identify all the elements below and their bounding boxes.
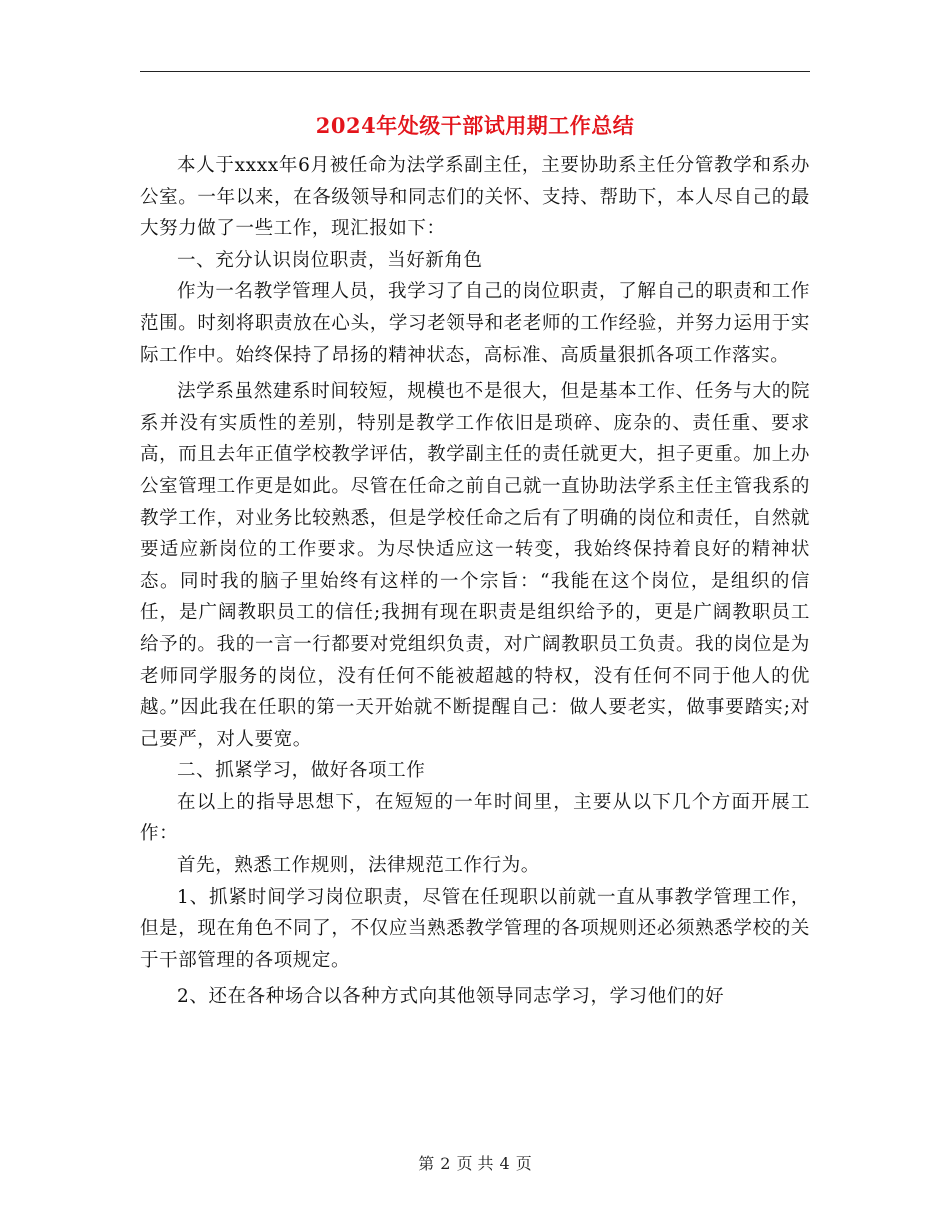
document-body	[140, 150, 810, 1013]
footer-middle: 页 共	[456, 1154, 494, 1173]
list-item: 1、抓紧时间学习岗位职责，尽管在任现职以前就一直从事教学管理工作，但是，现在角色不同了，不仅应当熟悉教学管理的各项规则还必须熟悉学校的关于干部管理的各项规定。	[140, 886, 810, 971]
section-heading-2: 二、抓紧学习，做好各项工作	[177, 760, 426, 782]
list-item: 2、还在各种场合以各种方式向其他领导同志学习，学习他们的好	[177, 986, 725, 1008]
paragraph: 在以上的指导思想下，在短短的一年时间里，主要从以下几个方面开展工作：	[140, 791, 810, 845]
footer-page-number: 2	[440, 1154, 451, 1173]
document-title: 2024年处级干部试用期工作总结	[315, 113, 635, 138]
paragraph: 法学系虽然建系时间较短，规模也不是很大，但是基本工作、任务与大的院系并没有实质性的差别，特别是教学工作依旧是琐碎、庞杂的、责任重、要求高，而且去年正值学校教学评估，教学副主任的责任就更大，担子更重。加上办公室管理工作更是如此。尽管在任命之前自己就一直协助法学系主任主管我系的教学工作，对业务比较熟悉，但是学校任命之后有了明确的岗位和责任，自然就要适应新岗位的工作要求。为尽快适应这一转变，我始终保持着良好的精神状态。同时我的脑子里始终有这样的一个宗旨：“我能在这个岗位，是组织的信任，是广阔教职员工的信任;我拥有现在职责是组织给予的，更是广阔教职员工给予的。我的一言一行都要对党组织负责，对广阔教职员工负责。我的岗位是为老师同学服务的岗位，没有任何不能被超越的特权，没有任何不同于他人的优越。”因此我在任职的第一天开始就不断提醒自己：做人要老实，做事要踏实;对己要严，对人要宽。	[140, 381, 810, 750]
footer-prefix: 第	[418, 1154, 435, 1173]
page-footer	[140, 1152, 810, 1176]
header-rule	[140, 71, 810, 72]
footer-total-pages: 4	[499, 1154, 510, 1173]
paragraph: 首先，熟悉工作规则，法律规范工作行为。	[177, 855, 540, 877]
section-heading-1: 一、充分认识岗位职责，当好新角色	[177, 249, 483, 271]
footer-suffix: 页	[515, 1154, 532, 1173]
paragraph-intro: 本人于xxxx年6月被任命为法学系副主任，主要协助系主任分管教学和系办公室。一年以来，在各级领导和同志们的关怀、支持、帮助下，本人尽自己的最大努力做了一些工作，现汇报如下：	[140, 155, 810, 240]
paragraph: 作为一名教学管理人员，我学习了自己的岗位职责，了解自己的职责和工作范围。时刻将职责放在心头，学习老领导和老老师的工作经验，并努力运用于实际工作中。始终保持了昂扬的精神状态，高标准、高质量狠抓各项工作落实。	[140, 281, 810, 366]
